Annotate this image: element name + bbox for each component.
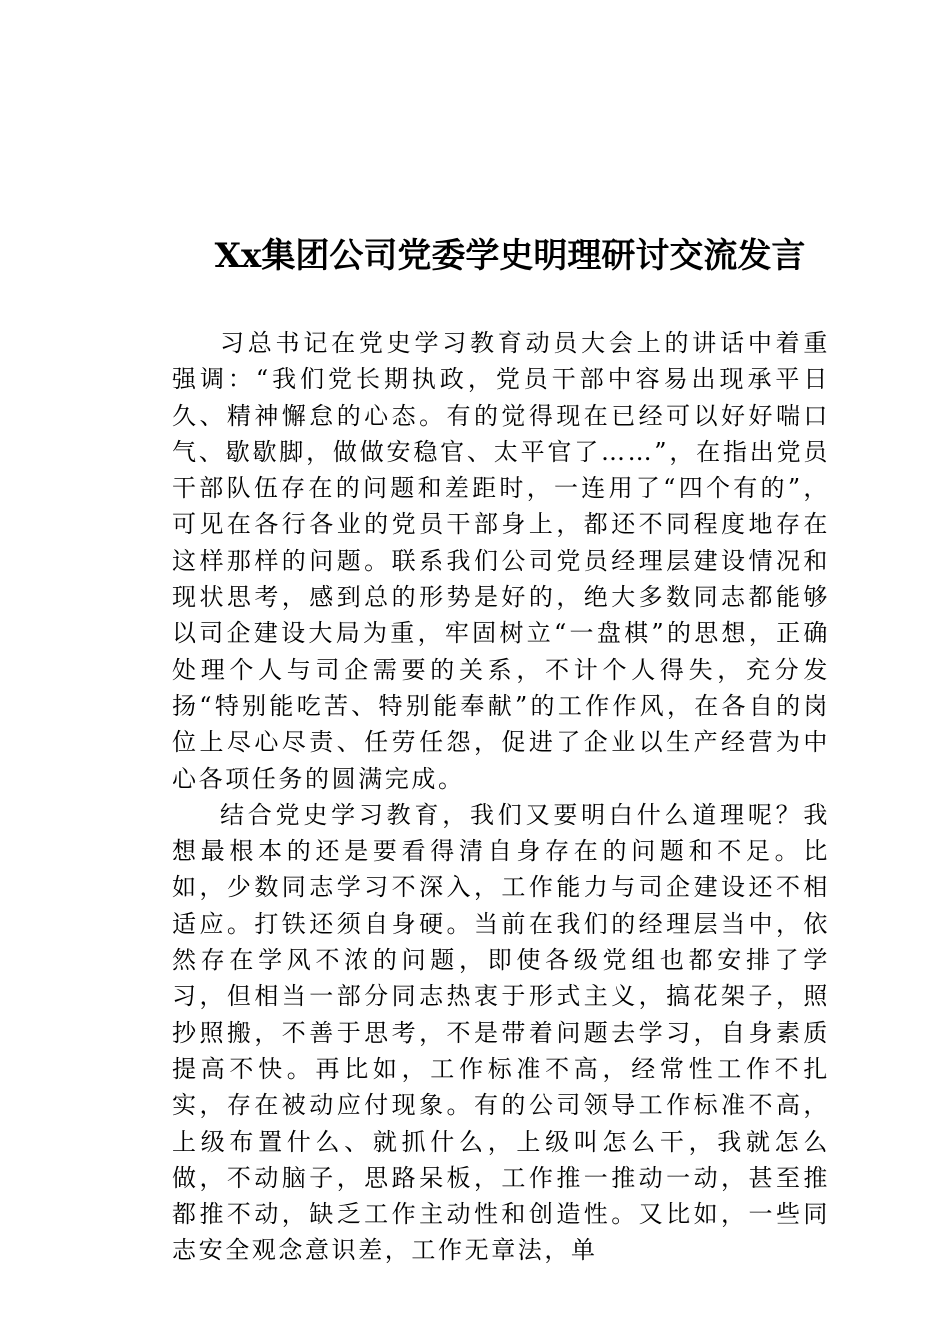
document-title: Xx集团公司党委学史明理研讨交流发言 — [214, 236, 806, 276]
body-paragraph: 习总书记在党史学习教育动员大会上的讲话中着重强调：“我们党长期执政，党员干部中容易出现承平日久、精神懈怠的心态。有的觉得现在已经可以好好喘口气、歇歇脚，做做安稳官、太平官了……”，在指出党员干部队伍存在的问题和差距时，一连用了“四个有的”，可见在各行各业的党员干部身上，都还不同程度地存在这样那样的问题。联系我们公司党员经理层建设情况和现状思考，感到总的形势是好的，绝大多数同志都能够以司企建设大局为重，牢固树立“一盘棋”的思想，正确处理个人与司企需要的关系，不计个人得失，充分发扬“特别能吃苦、特别能奉献”的工作作风，在各自的岗位上尽心尽责、任劳任怨，促进了企业以生产经营为中心各项任务的圆满完成。 — [172, 329, 830, 793]
body-paragraph: 结合党史学习教育，我们又要明白什么道理呢？我想最根本的还是要看得清自身存在的问题和不足。比如，少数同志学习不深入，工作能力与司企建设还不相适应。打铁还须自身硬。当前在我们的经理层当中，依然存在学风不浓的问题，即使各级党组也都安排了学习，但相当一部分同志热衷于形式主义，搞花架子，照抄照搬，不善于思考，不是带着问题去学习，自身素质提高不快。再比如，工作标准不高，经常性工作不扎实，存在被动应付现象。有的公司领导工作标准不高，上级布置什么、就抓什么，上级叫怎么干，我就怎么做，不动脑子，思路呆板，工作推一推动一动，甚至推都推不动，缺乏工作主动性和创造性。又比如，一些同志安全观念意识差，工作无章法，单 — [172, 800, 830, 1265]
document-body — [172, 325, 830, 1269]
